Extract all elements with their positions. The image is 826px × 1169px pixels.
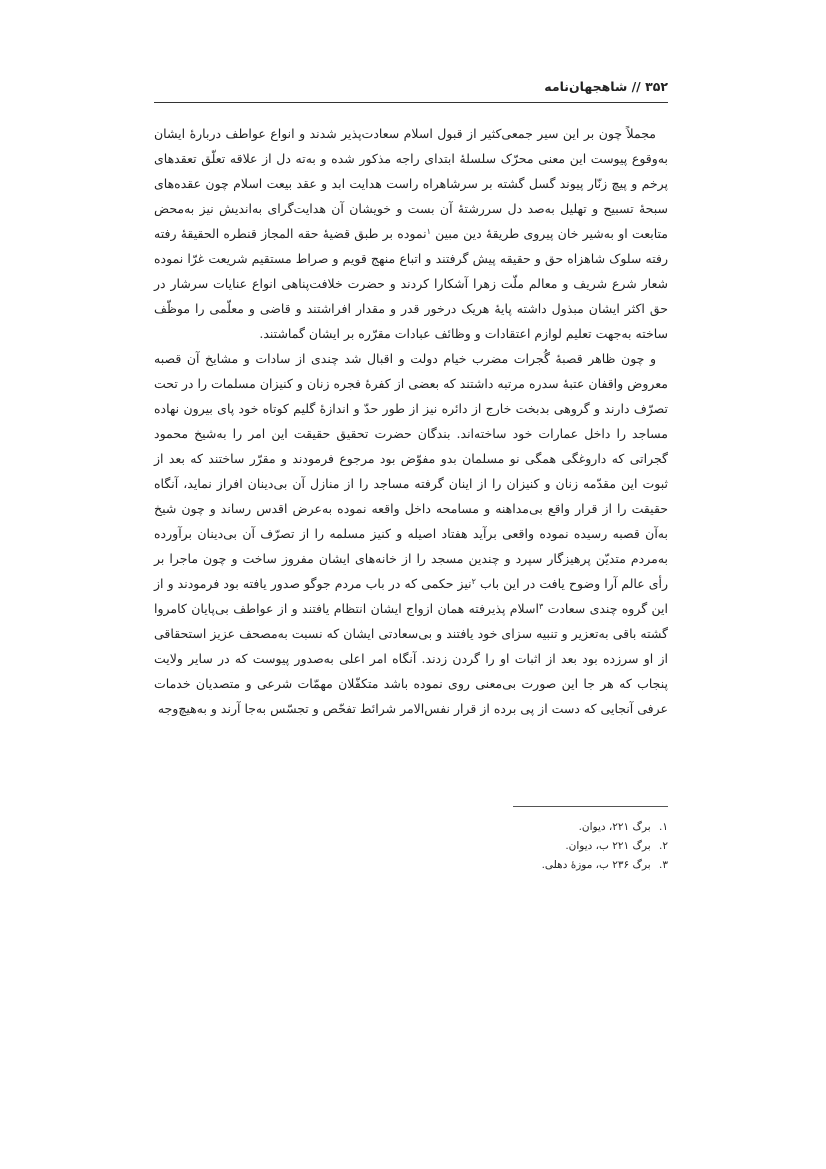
paragraph <box>154 121 668 346</box>
paragraph-text: مجملاً چون بر این سیر جمعی‌کثیر از قبول اسلام سعادت‌پذیر شدند و انواع عواطف دربارهٔ ایشان به‌وقوع پیوست این معنی محرّک سلسلهٔ ابتدای راجه مذکور شده و به‌ته دل از علاقه تعلّق تعقدهای پرخم و پیچ زنّار پیوند گسل گشته بر سرشاهراه راست هدایت ابد و عقد بیعت اسلام چون عقده‌های سبحهٔ تسبیح و تهلیل به‌صد دل سررشتهٔ آن بست و خویشان آن هدایت‌گرای به‌اندیش نیز به‌محض متابعت او به‌شیر خان پیروی طریقهٔ دین مبین <box>154 126 669 241</box>
paragraph <box>154 346 668 721</box>
footnote-text: برگ ۲۲۱، دیوان. <box>578 821 651 833</box>
paragraph-text: و چون ظاهر قصبهٔ گُجرات مضرب خیام دولت و اقبال شد چندی از سادات و مشایخ آن قصبه معروض واقفان عتبهٔ سدره مرتبه داشتند که بعضی از کفرهٔ فجره زنان و کنیزان مسلمات را در تحت تصرّف دارند و گروهی بدبخت خارج از دائره نیز از طور حدّ و اندازهٔ گلیم کوتاه خود پای بیرون نهاده مساجد را داخل عمارات خود ساخته‌اند. بندگان حضرت تحقیق حقیقت این امر را به‌شیخ محمود گجراتی که داروغگی همگی نو مسلمان بدو مفوّض بود مرجوع فرمودند و مقرّر ساختند که بعد از ثبوت این مقدّمه زنان و کنیزان را از اینان گرفته مساجد را از منازل آن بی‌دینان افراز نماید، آنگاه حقیقت را از قرار واقع بی‌مداهنه و مسامحه داخل واقعه نموده به‌عرض اقدس رساند و چون شیخ به‌آن قصبه رسیده نموده واقعی برآید هفتاد اصیله و کنیز مسلمه را از تصرّف آن بی‌دینان برآورده به‌مردم متدیّن پرهیزگار سپرد و چندین مسجد را از خانه‌های ایشان مفروز ساخت و چون ماجرا بر رأی عالم آرا وضوح یافت در این باب <box>154 351 669 591</box>
footnote-number: ۳. <box>659 859 668 871</box>
main-text <box>154 121 668 721</box>
footnote-text: برگ ۲۲۱ ب، دیوان. <box>565 840 651 852</box>
footnote <box>400 837 668 856</box>
footnote-rule <box>513 806 668 807</box>
footnote-marker: ۳ <box>538 602 544 611</box>
footnote <box>400 818 668 837</box>
paragraph-text: نیز حکمی که در باب مردم جوگو صدور یافته بود فرمودند و از این گروه چندی سعادت <box>154 576 668 616</box>
footnote-marker: ۲ <box>471 577 476 586</box>
footnote-marker: ۱ <box>426 227 431 236</box>
footnote-number: ۱. <box>659 821 668 833</box>
footnotes <box>400 818 668 875</box>
footnote-number: ۲. <box>659 840 668 852</box>
paragraph-text: اسلام پذیرفته همان ازواج ایشان انتظام یافتند و از عواطف بی‌پایان کامروا گشته باقی به‌تعزیر و تنبیه سزای خود یافتند و بی‌سعادتی ایشان که نسبت به‌مصحف عزیز استحقاقی از او سرزده بود بعد از اثبات او را گردن زدند. آنگاه امر اعلی به‌صدور پیوست که در سایر ولایت پنجاب که هر جا این صورت بی‌معنی روی نموده باشد متکفّلان مهمّات شرعی و متصدیان خدمات عرفی آنجایی که دست از پی برده از قرار نفس‌الامر شرائط تفحّص و تجسّس به‌جا آرند و به‌هیچ‌وجه <box>154 601 668 716</box>
footnote-text: برگ ۲۳۶ ب، موزهٔ دهلی. <box>541 859 651 871</box>
paragraph-text: نموده بر طبق قضیهٔ حقه المجاز قنطره الحقیقهٔ رفته رفته سلوک شاهزاه حق و حقیقه پیش گرفتند و اتباع منهج قویم و صراط مستقیم شریعت غرّا نموده شعار شرع شریف و معالم ملّت زهرا آشکارا کردند و حضرت خلافت‌پناهی انواع عنایات سرشار در حق اکثر ایشان مبذول داشته پایهٔ هریک درخور قدر و مقدار افراشتند و قاضی و معلّمی را موظّف ساخته به‌جهت تعلیم لوازم اعتقادات و وظائف عبادات مقرّره بر ایشان گماشتند. <box>154 226 668 341</box>
header-rule <box>154 102 668 103</box>
running-head: ۳۵۲ // شاهجهان‌نامه <box>544 79 668 94</box>
footnote <box>400 856 668 875</box>
